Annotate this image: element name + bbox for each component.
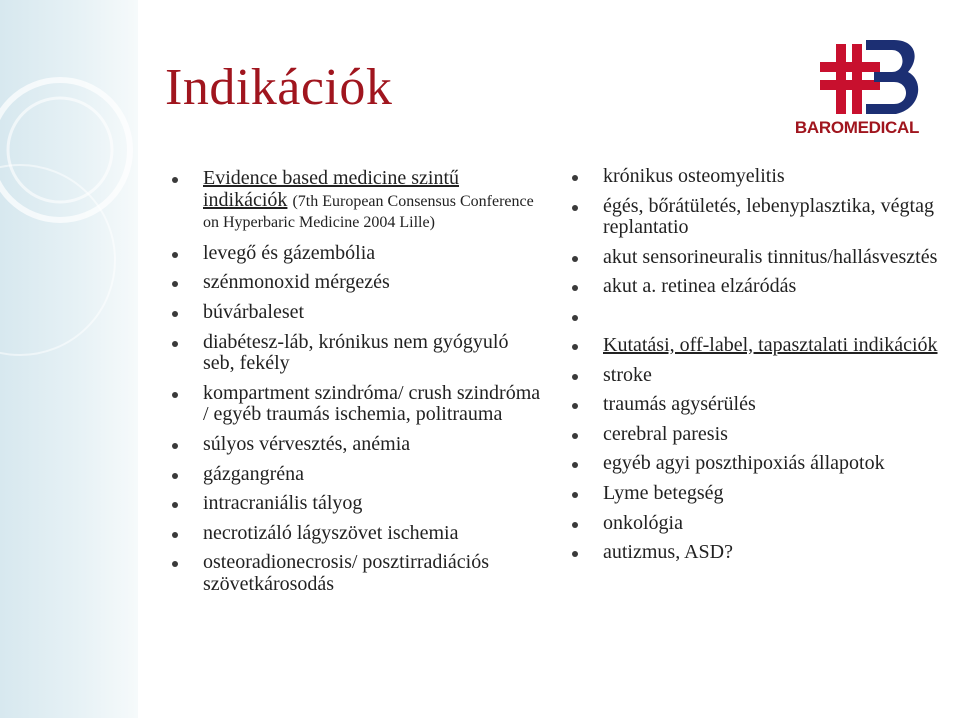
research-indications-link[interactable]: Kutatási, off-label, tapasztalati indikációk xyxy=(603,333,938,356)
list-item: szénmonoxid mérgezés xyxy=(203,272,543,294)
list-item: onkológia xyxy=(603,513,948,535)
list-item: égés, bőrátületés, lebenyplasztika, végtag replantatio xyxy=(603,196,948,239)
list-item: osteoradionecrosis/ posztirradiációs szövetkárosodás xyxy=(203,552,543,595)
list-item: necrotizáló lágyszövet ischemia xyxy=(203,523,543,545)
list-item: autizmus, ASD? xyxy=(603,542,948,564)
list-item: intracraniális tályog xyxy=(203,493,543,515)
left-indication-list xyxy=(203,168,543,604)
list-item: egyéb agyi poszthipoxiás állapotok xyxy=(603,453,948,475)
slide-title: Indikációk xyxy=(165,59,393,116)
list-item: cerebral paresis xyxy=(603,424,948,446)
list-item: kompartment szindróma/ crush szindróma / egyéb traumás ischemia, politrauma xyxy=(203,383,543,426)
consensus-note: (7th European Consensus Conference on Hyperbaric Medicine 2004 Lille) xyxy=(203,192,534,232)
decorative-side-band xyxy=(0,0,138,718)
logo-b-letter xyxy=(866,40,918,114)
list-item xyxy=(603,335,948,357)
list-item: akut sensorineuralis tinnitus/hallásvesztés xyxy=(603,247,948,269)
empty-list-item xyxy=(603,306,948,327)
list-item: gázgangréna xyxy=(203,464,543,486)
list-item: levegő és gázembólia xyxy=(203,243,543,265)
list-item: stroke xyxy=(603,365,948,387)
logo-cross-mark xyxy=(820,44,880,114)
list-item: súlyos vérvesztés, anémia xyxy=(203,434,543,456)
list-item: akut a. retinea elzáródás xyxy=(603,276,948,298)
right-indication-list xyxy=(603,166,948,572)
decorative-circles xyxy=(0,0,138,718)
list-item xyxy=(203,168,543,233)
list-item: krónikus osteomyelitis xyxy=(603,166,948,188)
list-item: diabétesz-láb, krónikus nem gyógyuló seb, fekély xyxy=(203,332,543,375)
list-item: Lyme betegség xyxy=(603,483,948,505)
list-item: búvárbaleset xyxy=(203,302,543,324)
evidence-based-link[interactable]: Evidence based medicine szintű indikációk xyxy=(203,167,460,211)
logo-text: BAROMEDICAL xyxy=(794,118,920,137)
list-item: traumás agysérülés xyxy=(603,394,948,416)
